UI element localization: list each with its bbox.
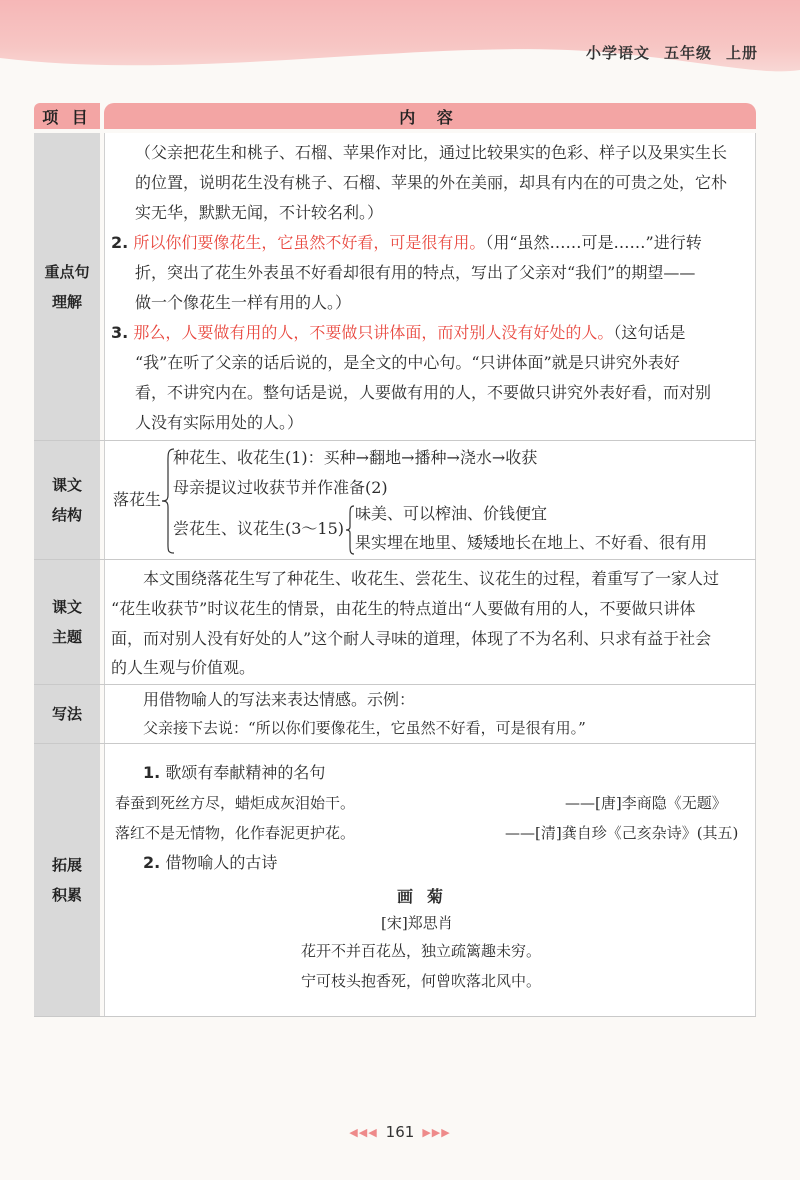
text-line: 看，不讲究内在。整句话是说，人要做有用的人，不要做只讲究外表好看，而对别 bbox=[135, 383, 712, 402]
volume-label: 上册 bbox=[725, 44, 758, 62]
extension-label bbox=[34, 744, 100, 1016]
key-sentences-label bbox=[34, 133, 100, 440]
poem-line: 宁可枝头抱香死，何曾吹落北风中。 bbox=[301, 972, 542, 990]
label-line: 理解 bbox=[51, 292, 82, 311]
note-text: （这句话是 bbox=[613, 323, 686, 342]
item-number: 2. bbox=[111, 233, 129, 252]
item-3-line bbox=[111, 322, 685, 344]
item-2-line bbox=[111, 232, 702, 254]
subject-label: 小学语文 bbox=[585, 44, 650, 62]
text-line: 用借物喻人的写法来表达情感。示例： bbox=[143, 690, 416, 709]
page-footer bbox=[0, 1120, 800, 1144]
key-sentences-content bbox=[104, 133, 756, 440]
extension-row bbox=[34, 744, 756, 1017]
quote-line: 落红不是无情物，化作春泥更护花。 bbox=[115, 824, 356, 842]
item-number: 2. bbox=[143, 853, 161, 872]
content-column-header: 内 容 bbox=[104, 103, 756, 129]
structure-row bbox=[34, 441, 756, 560]
item-column-header: 项 目 bbox=[34, 103, 100, 129]
heading-text: 歌颂有奉献精神的名句 bbox=[165, 763, 326, 782]
label-line: 课文 bbox=[51, 598, 82, 616]
heading-text: 借物喻人的古诗 bbox=[165, 853, 278, 872]
example-line: 父亲接下去说：“所以你们要像花生，它虽然不好看，可是很有用。” bbox=[143, 719, 586, 737]
sub-brace-icon bbox=[345, 504, 355, 556]
structure-label bbox=[34, 441, 100, 559]
structure-branch-3: 尝花生、议花生(3～15) bbox=[173, 519, 345, 538]
quote-highlight: 那么，人要做有用的人，不要做只讲体面，而对别人没有好处的人。 bbox=[133, 323, 614, 342]
theme-label bbox=[34, 560, 100, 684]
text-line: 的人生观与价值观。 bbox=[111, 658, 256, 677]
section-heading-2 bbox=[143, 852, 277, 874]
structure-branch-1: 种花生、收花生(1)：买种→翻地→播种→浇水→收获 bbox=[173, 448, 538, 467]
key-sentences-row bbox=[34, 133, 756, 441]
section-heading-1 bbox=[143, 762, 325, 784]
writing-content bbox=[104, 685, 756, 743]
text-line: 面，而对别人没有好处的人”这个耐人寻味的道理，体现了不为名利、只求有益于社会 bbox=[111, 629, 712, 648]
theme-row bbox=[34, 560, 756, 685]
structure-sub-2: 果实埋在地里、矮矮地长在地上、不好看、很有用 bbox=[355, 533, 708, 552]
page-number: 161 bbox=[385, 1123, 415, 1141]
structure-sub-1: 味美、可以榨油、价钱便宜 bbox=[355, 504, 548, 523]
poem-title: 画菊 bbox=[397, 887, 458, 906]
label-line: 拓展 bbox=[51, 856, 82, 874]
quote-highlight: 所以你们要像花生，它虽然不好看，可是很有用。 bbox=[133, 233, 486, 252]
text-line: 折，突出了花生外表虽不好看却很有用的特点，写出了父亲对“我们”的期望—— bbox=[135, 263, 696, 282]
grade-label: 五年级 bbox=[663, 44, 712, 62]
label-line: 重点句 bbox=[44, 262, 90, 281]
book-header bbox=[572, 42, 758, 63]
writing-label: 写法 bbox=[34, 685, 100, 743]
structure-branch-2: 母亲提议过收获节并作准备(2) bbox=[173, 478, 388, 497]
right-arrows-icon: ▶▶▶ bbox=[422, 1125, 451, 1139]
quote-source: ——[唐]李商隐《无题》 bbox=[565, 794, 727, 812]
quote-line: 春蚕到死丝方尽，蜡炬成灰泪始干。 bbox=[115, 794, 356, 812]
poem-line: 花开不并百花丛，独立疏篱趣未穷。 bbox=[301, 942, 542, 960]
theme-content bbox=[104, 560, 756, 684]
text-line: 做一个像花生一样有用的人。） bbox=[135, 293, 352, 312]
structure-root: 落花生 bbox=[113, 490, 162, 509]
text-line: 的位置，说明花生没有桃子、石榴、苹果的外在美丽，却具有内在的可贵之处，它朴 bbox=[135, 173, 728, 192]
table-header-row bbox=[34, 103, 756, 129]
writing-row bbox=[34, 685, 756, 744]
text-line: “花生收获节”时议花生的情景，由花生的特点道出“人要做有用的人，不要做只讲体 bbox=[111, 599, 696, 618]
poem-author: [宋]郑思肖 bbox=[381, 914, 453, 932]
label-line: 积累 bbox=[51, 886, 82, 904]
text-line: 实无华，默默无闻，不计较名利。） bbox=[135, 203, 384, 222]
label-line: 结构 bbox=[51, 506, 82, 524]
item-number: 1. bbox=[143, 763, 161, 782]
item-number: 3. bbox=[111, 323, 129, 342]
label-line: 主题 bbox=[51, 628, 82, 646]
structure-content bbox=[104, 441, 756, 559]
label-line: 课文 bbox=[51, 476, 82, 494]
note-text: （用“虽然……可是……”进行转 bbox=[485, 233, 702, 252]
left-arrows-icon: ◀◀◀ bbox=[349, 1125, 378, 1139]
extension-content bbox=[104, 744, 756, 1016]
quote-source: ——[清]龚自珍《己亥杂诗》(其五) bbox=[505, 824, 739, 842]
text-line: 人没有实际用处的人。） bbox=[135, 413, 304, 432]
summary-table bbox=[34, 103, 756, 1016]
text-line: （父亲把花生和桃子、石榴、苹果作对比，通过比较果实的色彩、样子以及果实生长 bbox=[135, 143, 728, 162]
text-line: “我”在听了父亲的话后说的，是全文的中心句。“只讲体面”就是只讲究外表好 bbox=[135, 353, 680, 372]
text-line: 本文围绕落花生写了种花生、收花生、尝花生、议花生的过程，着重写了一家人过 bbox=[143, 569, 720, 588]
